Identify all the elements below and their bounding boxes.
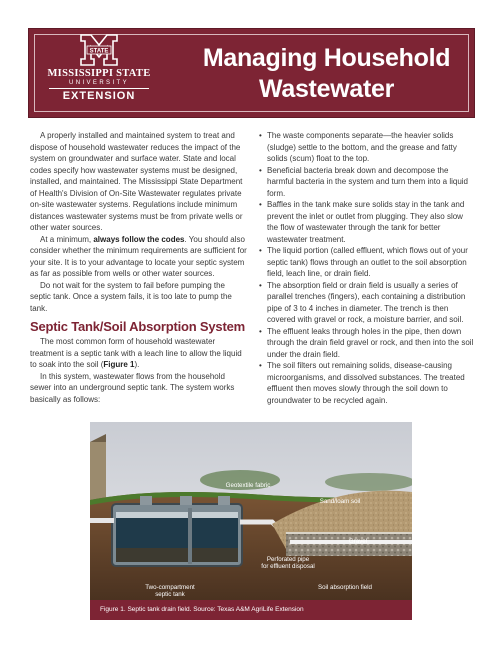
pumping-paragraph: Do not wait for the system to fail before pumping the septic tank. Once a system fails, it is too late to pump the tank.	[30, 280, 232, 313]
right-column	[259, 130, 474, 406]
gravel-label: Gravel	[348, 538, 368, 545]
logo-university-sub: UNIVERSITY	[68, 80, 129, 86]
list-item: • The soil filters out remaining solids, disease-causing microorganisms, and dissolved substances. The treated effluent then moves slowly through the soil down to groundwater to be recycled again.	[259, 360, 474, 406]
soil-absorption-field-label: Soil absorption field	[317, 584, 372, 591]
figure-reference: Figure 1	[103, 360, 135, 369]
perforated-pipe-label: Perforated pipe for effluent disposal	[261, 556, 315, 570]
intro-paragraph: A properly installed and maintained system to treat and dispose of household wastewater reduces the impact of the system on groundwater and surface water. State and local codes specify how wastewater systems must be designed, installed, and maintained. The Mississippi State Department of Health's Division of On-Site Wastewater regulates private on-site wastewater systems. Regulations include minimum distances wastewater systems must be from private wells or other water sources.	[30, 131, 243, 232]
page-title-line2: Wastewater	[258, 75, 394, 103]
list-item: • The liquid portion (called effluent, which flows out of your septic tank) flows through an outlet to the soil absorption field, leach line, or drain field.	[259, 245, 474, 280]
septic-tank-label: Two-compartment septic tank	[145, 584, 195, 598]
septic-system-figure	[90, 422, 412, 620]
header-banner	[28, 28, 475, 118]
septic-text-b: ).	[134, 360, 140, 369]
list-item: • Beneficial bacteria break down and decompose the harmful bacteria in the system and turn them into a liquid form.	[259, 165, 474, 200]
sand-loam-soil-label: Sand/loam soil	[319, 498, 361, 505]
septic-paragraph	[30, 336, 248, 371]
list-item: • The waste components separate—the heavier solids (sludge) settle to the bottom, and the grease and fatty solids (scum) float to the top.	[259, 130, 474, 165]
septic-text-a: The most common form of household wastewater treatment is a septic tank with a leach line to allow the liquid to soak into the soil (	[30, 337, 242, 369]
geotextile-fabric-label: Geotextile fabric	[225, 482, 271, 489]
system-paragraph: In this system, wastewater flows from the household sewer into an underground septic tank. The system works basically as follows:	[30, 371, 235, 404]
m-state-monogram-icon	[77, 33, 121, 67]
section-heading: Septic Tank/Soil Absorption System	[30, 319, 245, 334]
septic-diagram-illustration	[90, 422, 412, 600]
codes-text-b: . You should also consider whether the minimum requirements are sufficient for your site. It is to your advantage to locate your septic system as far as possible from wells or other water sources.	[30, 234, 247, 278]
list-item: • Baffles in the tank make sure solids stay in the tank and prevent the inlet or outlet from plugging. They also slow the flow of wastewater through the tank for better wastewater treatment.	[259, 199, 474, 245]
list-item: • The effluent leaks through holes in the pipe, then down through the drain field gravel or rock, and then into the soil under the drain field.	[259, 326, 474, 361]
codes-paragraph	[30, 234, 248, 280]
codes-emphasis: always follow the codes	[93, 234, 185, 244]
process-bullet-list	[259, 130, 474, 406]
msu-extension-logo	[39, 33, 159, 111]
page-title-line1: Managing Household	[202, 44, 451, 72]
list-item: • The absorption field or drain field is usually a series of parallel trenches (fingers), each containing a distribution pipe of 3 to 4 inches in diameter. The trench is then covered with gravel or rock, a moisture barrier, and soil.	[259, 280, 474, 326]
page-title	[184, 43, 469, 105]
codes-text-a: At a minimum,	[40, 234, 94, 244]
left-column	[30, 130, 248, 405]
logo-university-name: MISSISSIPPI STATE	[47, 68, 151, 79]
figure-caption: Figure 1. Septic tank drain field. Source: Texas A&M AgriLife Extension	[90, 600, 412, 620]
logo-extension-label: EXTENSION	[49, 88, 149, 102]
svg-text:STATE: STATE	[89, 48, 109, 55]
